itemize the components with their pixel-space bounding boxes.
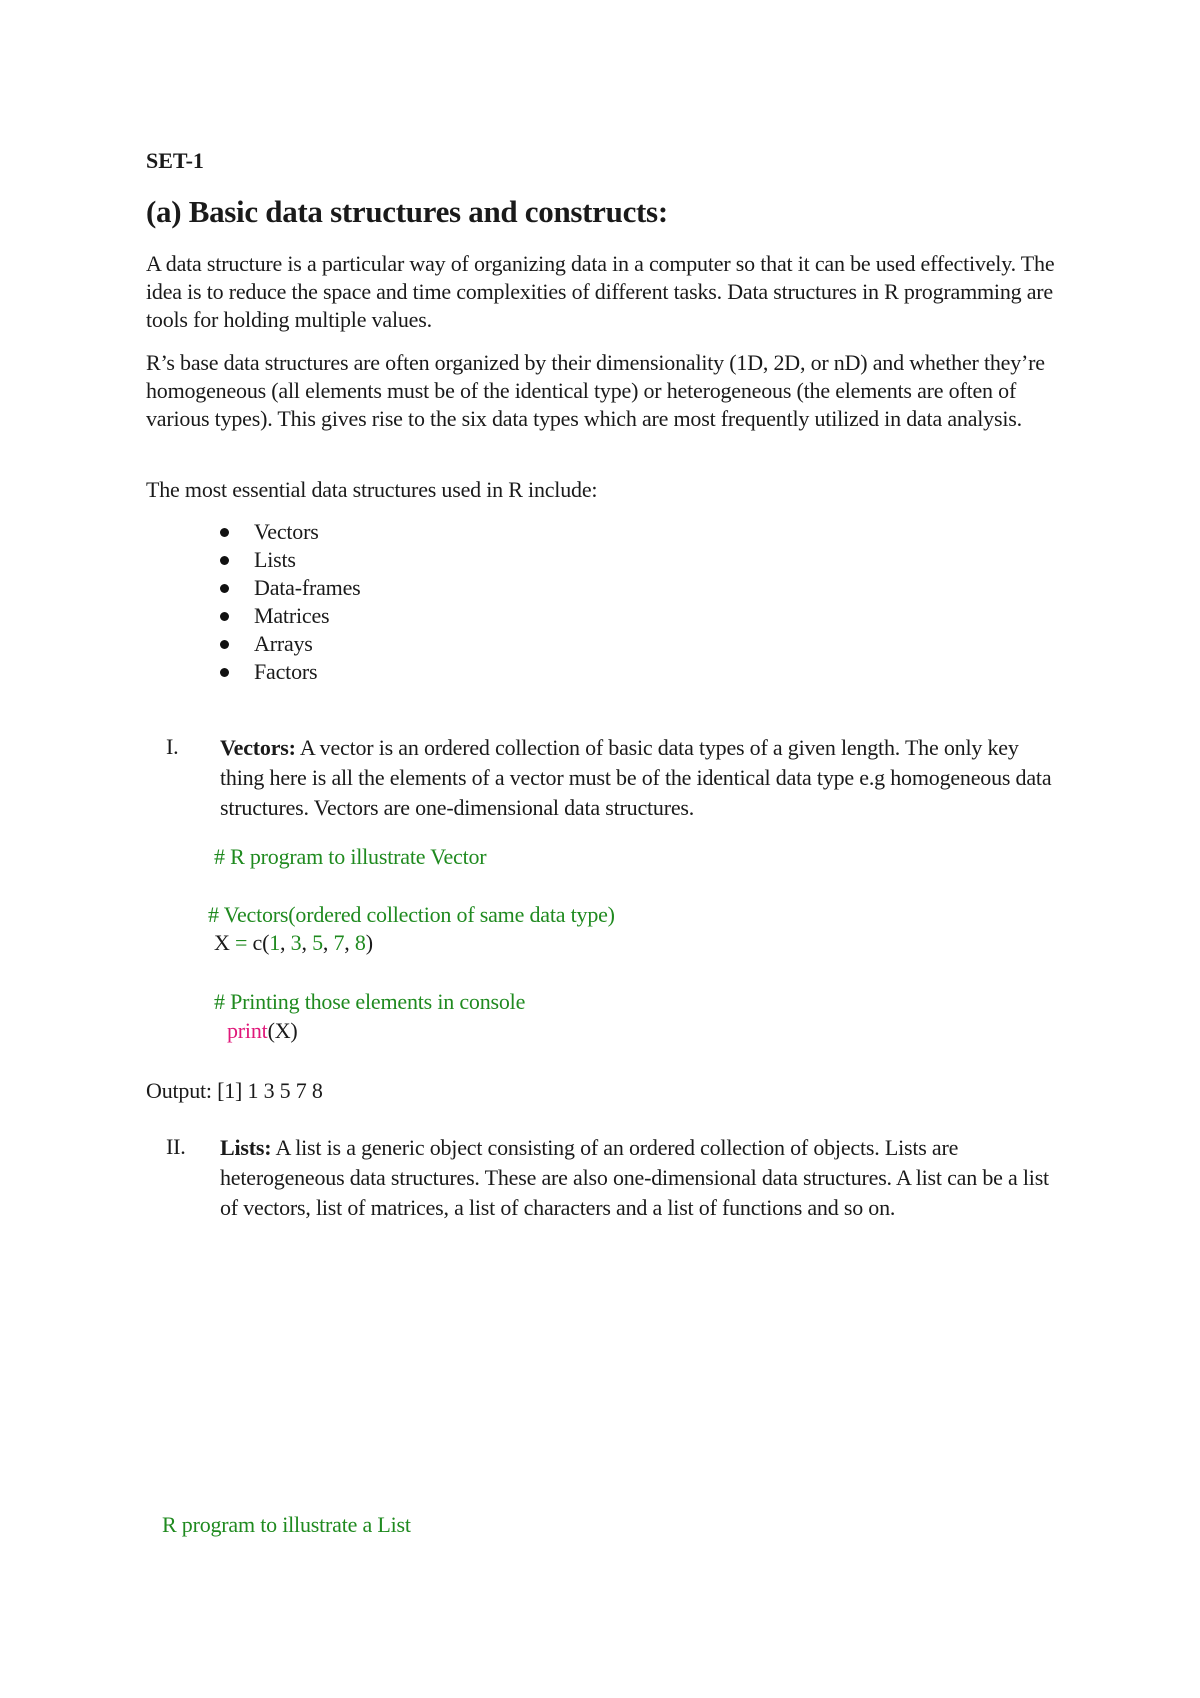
list-item: Data-frames xyxy=(216,574,361,602)
section-number: I. xyxy=(166,734,179,759)
vectors-description: Vectors: A vector is an ordered collection of basic data types of a given length. The only key thing here is all the elements of a vector must be of the identical data type e.g homogeneous data structures. Vectors are one-dimensional data structures. xyxy=(220,735,1052,820)
code-comment: R program to illustrate a List xyxy=(162,1512,411,1537)
list-item: Matrices xyxy=(216,602,361,630)
bullet-icon xyxy=(220,640,229,649)
code-comment: # Printing those elements in console xyxy=(214,989,526,1014)
dimensionality-paragraph: R’s base data structures are often organized by their dimensionality (1D, 2D, or nD) and whether they’re homogeneous (all elements must be of the identical type) or heterogeneous (the elements are often of various types). This gives rise to the six data types which are most frequently utilized in data analysis. xyxy=(146,350,1045,431)
bullet-icon xyxy=(220,584,229,593)
code-assignment: X = c(1, 3, 5, 7, 8) xyxy=(214,930,373,955)
vectors-section xyxy=(166,733,1066,823)
lists-title: Lists: xyxy=(220,1135,272,1160)
list-item: Arrays xyxy=(216,630,361,658)
lists-section xyxy=(166,1133,1066,1253)
bullet-icon xyxy=(220,668,229,677)
list-intro-paragraph: The most essential data structures used in R include: xyxy=(146,477,598,502)
bullet-icon xyxy=(220,528,229,537)
vectors-title: Vectors: xyxy=(220,735,296,760)
code-comment: # Vectors(ordered collection of same data type) xyxy=(208,902,615,927)
lists-description: Lists: A list is a generic object consisting of an ordered collection of objects. Lists are heterogeneous data structures. These are also one-dimensional data structures. A list can be a list of vectors, list of matrices, a list of characters and a list of functions and so on. xyxy=(220,1135,1049,1220)
intro-paragraph: A data structure is a particular way of organizing data in a computer so that it can be used effectively. The idea is to reduce the space and time complexities of different tasks. Data structures in R programming are tools for holding multiple values. xyxy=(146,251,1055,332)
list-item: Lists xyxy=(216,546,361,574)
section-number: II. xyxy=(166,1134,186,1159)
list-item: Vectors xyxy=(216,518,361,546)
output-line: Output: [1] 1 3 5 7 8 xyxy=(146,1078,323,1103)
bullet-icon xyxy=(220,612,229,621)
list-item: Factors xyxy=(216,658,361,686)
data-structures-list xyxy=(216,518,361,686)
set-label: SET-1 xyxy=(146,148,204,173)
code-comment: # R program to illustrate Vector xyxy=(214,844,487,869)
section-heading: (a) Basic data structures and constructs: xyxy=(146,194,668,229)
code-print: print(X) xyxy=(227,1018,298,1043)
bullet-icon xyxy=(220,556,229,565)
